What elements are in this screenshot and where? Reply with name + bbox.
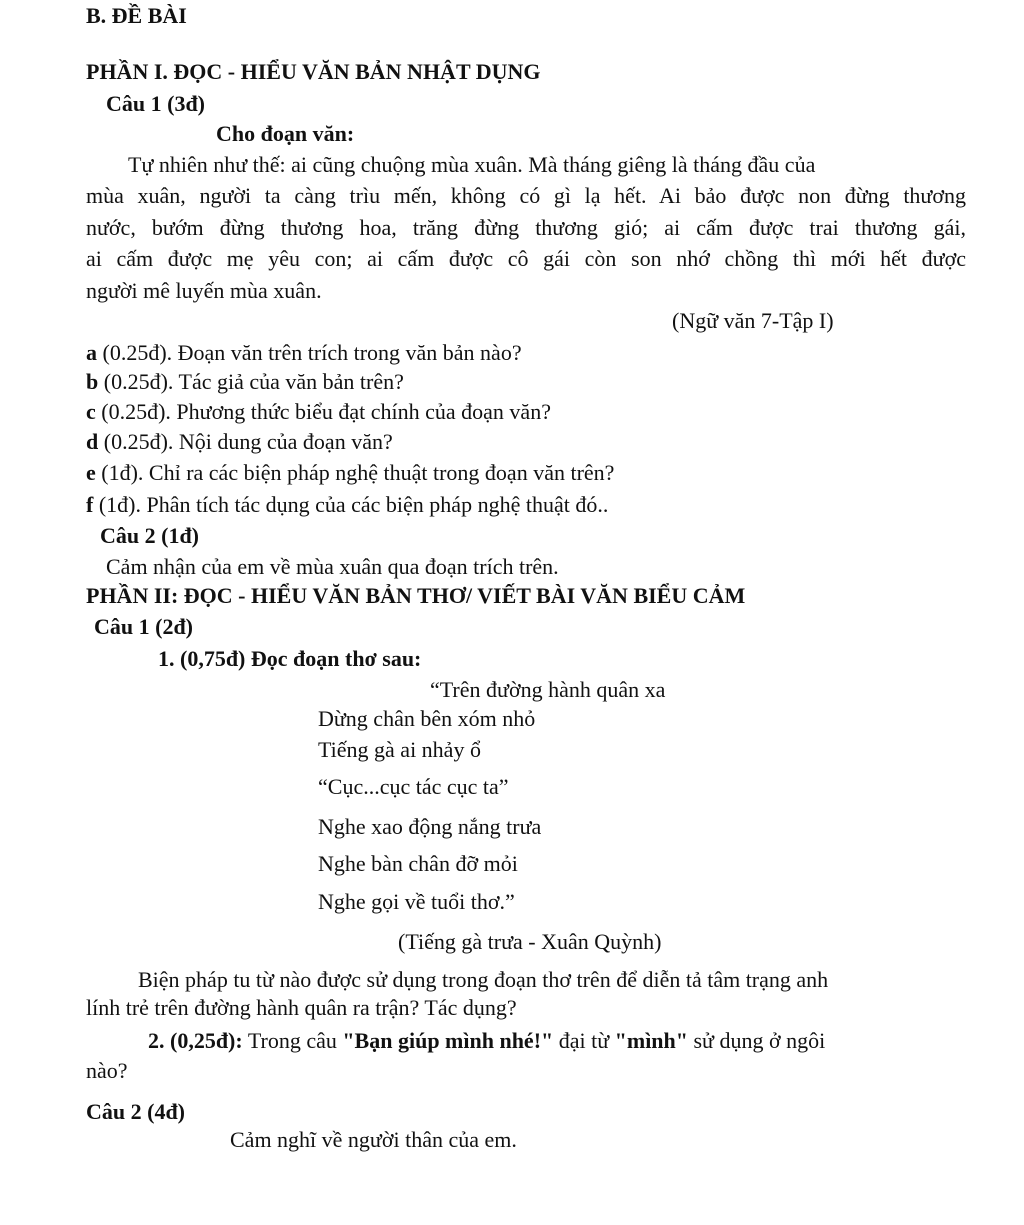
poem-line-3: Tiếng gà ai nhảy ổ (318, 737, 481, 762)
part2-q1-item1-label: 1. (0,75đ) Đọc đoạn thơ sau: (158, 646, 422, 671)
poem-line-6: Nghe bàn chân đỡ mỏi (318, 851, 518, 876)
part2-q1-label: Câu 1 (2đ) (94, 614, 194, 639)
passage-line-5: người mê luyến mùa xuân. (86, 278, 322, 303)
part1-q1-label: Câu 1 (3đ) (106, 91, 206, 116)
subquestion-e-text: (1đ). Chỉ ra các biện pháp nghệ thuật trong đoạn văn trên? (95, 460, 615, 485)
subquestion-a-text: (0.25đ). Đoạn văn trên trích trong văn bản nào? (97, 340, 522, 365)
section-title: B. ĐỀ BÀI (86, 3, 187, 28)
part1-title: PHẦN I. ĐỌC - HIỂU VĂN BẢN NHẬT DỤNG (86, 59, 541, 84)
subquestion-a (86, 339, 522, 367)
subquestion-f (86, 491, 608, 519)
subquestion-b-letter: b (86, 369, 99, 394)
subquestion-e-letter: e (86, 460, 96, 485)
part1-q1-intro: Cho đoạn văn: (216, 121, 355, 146)
poem-line-1: “Trên đường hành quân xa (430, 677, 666, 702)
subquestion-a-letter: a (86, 340, 97, 365)
part1-q2-label: Câu 2 (1đ) (100, 523, 200, 548)
poem-line-7: Nghe gọi về tuổi thơ.” (318, 889, 515, 914)
subquestion-b-text: (0.25đ). Tác giả của văn bản trên? (98, 369, 404, 394)
part1-q2-text: Cảm nhận của em về mùa xuân qua đoạn trích trên. (106, 554, 559, 579)
passage-line-3: nước, bướm đừng thương hoa, trăng đừng thương gió; ai cấm được trai thương gái, (86, 215, 966, 240)
subquestion-c-letter: c (86, 399, 96, 424)
item2-label: 2. (0,25đ): (148, 1028, 243, 1053)
part2-q1-item2 (148, 1027, 825, 1055)
item2-pronoun: "mình" (614, 1028, 688, 1053)
item2-quote: "Bạn giúp mình nhé!" (342, 1028, 554, 1053)
item2-text-c: sử dụng ở ngôi (688, 1028, 826, 1053)
item2-text-b: đại từ (553, 1028, 615, 1053)
part2-q1-question-line-2: lính trẻ trên đường hành quân ra trận? Tác dụng? (86, 995, 517, 1020)
item2-text-a: Trong câu (242, 1028, 343, 1053)
poem-source: (Tiếng gà trưa - Xuân Quỳnh) (398, 929, 662, 954)
subquestion-f-letter: f (86, 492, 94, 517)
part2-q2-text: Cảm nghĩ về người thân của em. (230, 1127, 517, 1152)
passage-line-4: ai cấm được mẹ yêu con; ai cấm được cô gái còn son nhớ chồng thì mới hết được (86, 246, 966, 271)
poem-line-2: Dừng chân bên xóm nhỏ (318, 706, 536, 731)
subquestion-c (86, 398, 551, 426)
poem-line-4: “Cục...cục tác cục ta” (318, 774, 509, 799)
passage-line-1: Tự nhiên như thế: ai cũng chuộng mùa xuân. Mà tháng giêng là tháng đầu của (128, 152, 816, 177)
subquestion-f-text: (1đ). Phân tích tác dụng của các biện pháp nghệ thuật đó.. (93, 492, 609, 517)
part2-q1-question-line-1: Biện pháp tu từ nào được sử dụng trong đoạn thơ trên để diễn tả tâm trạng anh (138, 967, 829, 992)
subquestion-d-text: (0.25đ). Nội dung của đoạn văn? (98, 429, 393, 454)
passage-line-2: mùa xuân, người ta càng trìu mến, không có gì lạ hết. Ai bảo được non đừng thương (86, 183, 966, 208)
passage-source: (Ngữ văn 7-Tập I) (672, 308, 834, 333)
subquestion-c-text: (0.25đ). Phương thức biểu đạt chính của đoạn văn? (95, 399, 551, 424)
item2-line-2: nào? (86, 1058, 128, 1083)
part2-q2-label: Câu 2 (4đ) (86, 1099, 186, 1124)
poem-line-5: Nghe xao động nắng trưa (318, 814, 542, 839)
part2-title: PHẦN II: ĐỌC - HIỂU VĂN BẢN THƠ/ VIẾT BÀI VĂN BIỂU CẢM (86, 583, 746, 608)
subquestion-e (86, 459, 614, 487)
subquestion-d (86, 428, 393, 456)
subquestion-d-letter: d (86, 429, 99, 454)
subquestion-b (86, 368, 404, 396)
